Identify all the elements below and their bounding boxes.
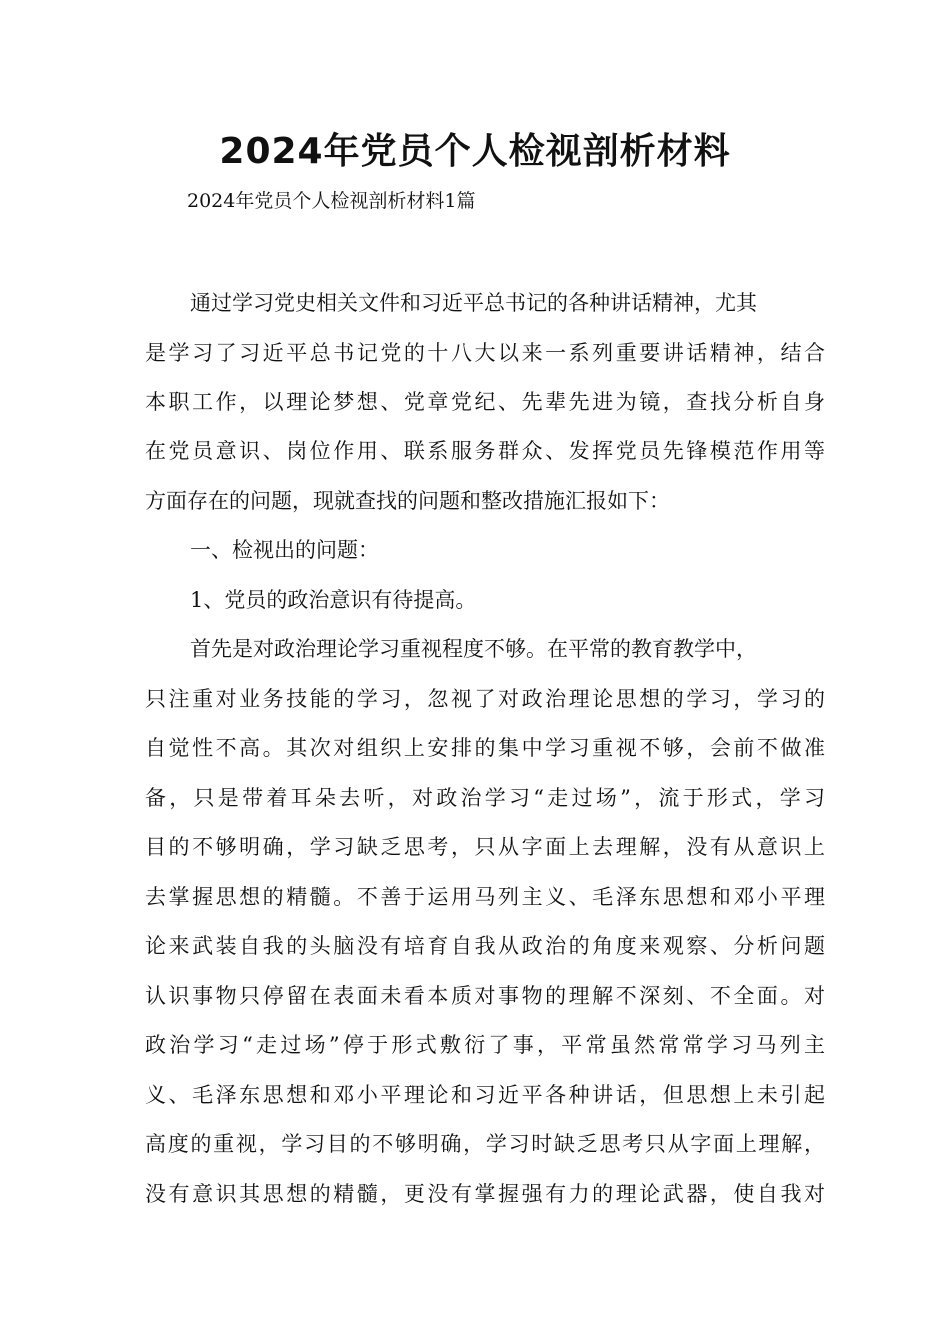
- paragraph-line: 没有意识其思想的精髓，更没有掌握强有力的理论武器，使自我对: [145, 1182, 825, 1206]
- paragraph-line: 是学习了习近平总书记党的十八大以来一系列重要讲话精神，结合: [145, 341, 825, 365]
- paragraph-line: 通过学习党史相关文件和习近平总书记的各种讲话精神，尤其: [190, 291, 757, 315]
- paragraph-line: 认识事物只停留在表面未看本质对事物的理解不深刻、不全面。对: [145, 984, 825, 1008]
- paragraph-line: 高度的重视，学习目的不够明确，学习时缺乏思考只从字面上理解，: [145, 1132, 825, 1156]
- document-title: 2024年党员个人检视剖析材料: [219, 131, 731, 172]
- document-subtitle: 2024年党员个人检视剖析材料1篇: [187, 190, 476, 212]
- paragraph-line: 只注重对业务技能的学习，忽视了对政治理论思想的学习，学习的: [145, 687, 825, 711]
- paragraph-line: 在党员意识、岗位作用、联系服务群众、发挥党员先锋模范作用等: [145, 439, 825, 463]
- paragraph-line: 方面存在的问题，现就查找的问题和整改措施汇报如下：: [145, 489, 670, 513]
- section-heading: 一、检视出的问题：: [190, 538, 379, 562]
- paragraph-line: 自觉性不高。其次对组织上安排的集中学习重视不够，会前不做准: [145, 736, 825, 760]
- paragraph-line: 论来武装自我的头脑没有培育自我从政治的角度来观察、分析问题: [145, 934, 825, 958]
- subsection-heading: 1、党员的政治意识有待提高。: [190, 588, 477, 612]
- paragraph-line: 本职工作，以理论梦想、党章党纪、先辈先进为镜，查找分析自身: [145, 390, 825, 414]
- paragraph-line: 备，只是带着耳朵去听，对政治学习“走过场”，流于形式，学习: [145, 786, 825, 810]
- paragraph-line: 政治学习“走过场”停于形式敷衍了事，平常虽然常常学习马列主: [145, 1033, 825, 1057]
- paragraph-line: 去掌握思想的精髓。不善于运用马列主义、毛泽东思想和邓小平理: [145, 885, 825, 909]
- paragraph-line: 首先是对政治理论学习重视程度不够。在平常的教育教学中，: [190, 637, 757, 661]
- paragraph-line: 义、毛泽东思想和邓小平理论和习近平各种讲话，但思想上未引起: [145, 1083, 825, 1107]
- paragraph-line: 目的不够明确，学习缺乏思考，只从字面上去理解，没有从意识上: [145, 835, 825, 859]
